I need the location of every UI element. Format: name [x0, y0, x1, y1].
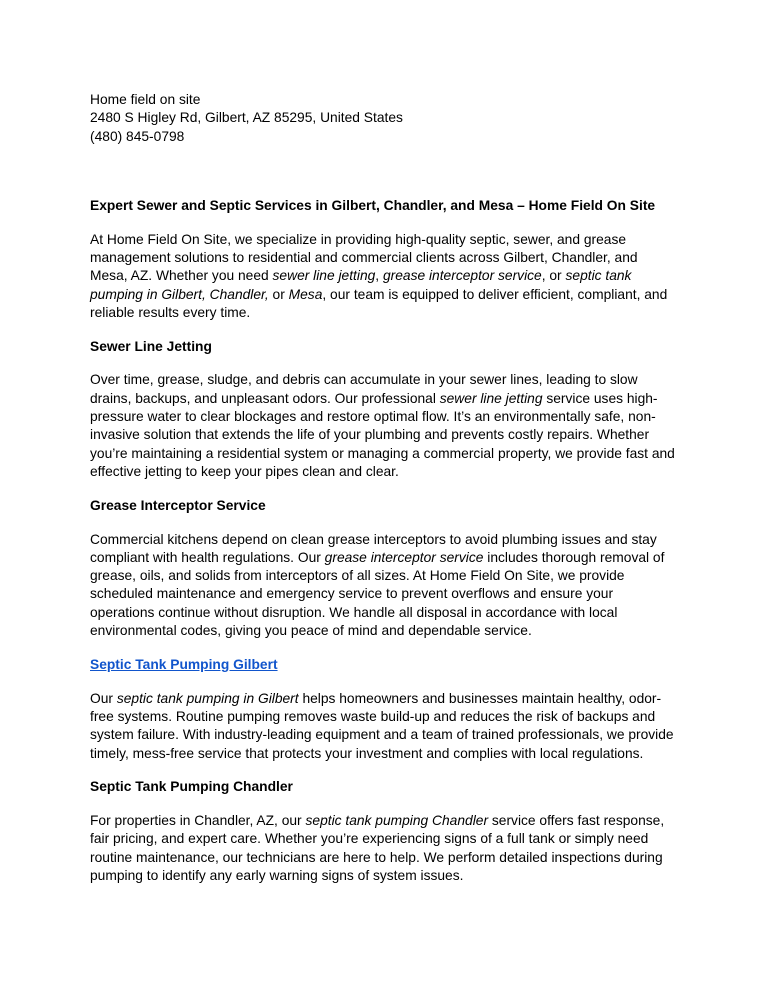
- text-run: , our team is equipped to deliver efficient, compliant, and reliable results every time.: [90, 286, 668, 320]
- section-heading-grease-interceptor-service: Grease Interceptor Service: [90, 497, 266, 513]
- text-run: includes thorough removal of grease, oils, and solids from interceptors of all sizes. At Home Field On Site, we provide scheduled maintenance and emergency service to prevent overflows and ensure your operations continue without disruption. We handle all disposal in accordance with local environmental codes, giving you peace of mind and dependable service.: [90, 549, 665, 639]
- italic-text-run: Mesa: [288, 286, 323, 302]
- business-name: Home field on site: [90, 92, 201, 107]
- italic-text-run: grease interceptor service: [324, 549, 484, 565]
- text-run: service uses high-pressure water to clear blockages and restore optimal flow. It’s an environmentally safe, non-invasive solution that extends the life of your plumbing and prevents costly repairs. Whether you’re maintaining a residential system or managing a commercial property, we provide fast and effective jetting to keep your pipes clean and clear.: [90, 390, 675, 479]
- section-heading-septic-tank-pumping-chandler: Septic Tank Pumping Chandler: [90, 779, 293, 795]
- contact-block: [90, 91, 678, 146]
- italic-text-run: septic tank pumping Chandler: [305, 813, 489, 829]
- text-run: , or: [541, 268, 566, 284]
- text-run: helps homeowners and businesses maintain healthy, odor-free systems. Routine pumping removes waste build-up and reduces the risk of backups and system failure. With industry-leading equipment and a team of trained professionals, we provide timely, mess-free service that protects your investment and complies with local regulations.: [90, 690, 674, 761]
- italic-text-run: grease interceptor service: [382, 268, 542, 284]
- intro-paragraph: [90, 231, 678, 322]
- italic-text-run: septic tank pumping in Gilbert, Chandler,: [90, 268, 632, 302]
- document-page: [90, 91, 678, 901]
- septic-tank-pumping-gilbert-link[interactable]: Septic Tank Pumping Gilbert: [90, 656, 278, 672]
- paragraph-sewer-line-jetting: [90, 371, 678, 481]
- italic-text-run: sewer line jetting: [272, 268, 376, 284]
- text-run: or: [268, 286, 289, 302]
- section-heading-septic-tank-pumping-gilbert-row: [90, 656, 678, 674]
- paragraph-grease-interceptor-service: [90, 531, 678, 641]
- italic-text-run: sewer line jetting: [439, 390, 543, 406]
- business-address: 2480 S Higley Rd, Gilbert, AZ 85295, United States: [90, 110, 403, 126]
- text-run: service offers fast response, fair pricing, and expert care. Whether you’re experiencing signs of a full tank or simply need routine maintenance, our technicians are here to help. We perform detailed inspections during pumping to identify any early warning signs of system issues.: [90, 813, 665, 883]
- text-run: Our: [90, 690, 117, 706]
- text-run: For properties in Chandler, AZ, our: [90, 813, 306, 829]
- text-run: Over time, grease, sludge, and debris can accumulate in your sewer lines, leading to slow drains, backups, and unpleasant odors. Our professional: [90, 372, 638, 406]
- document-title: Expert Sewer and Septic Services in Gilbert, Chandler, and Mesa – Home Field On Site: [90, 197, 656, 213]
- paragraph-septic-tank-pumping-chandler: [90, 812, 678, 885]
- text-run: Commercial kitchens depend on clean grease interceptors to avoid plumbing issues and stay compliant with health regulations. Our: [90, 531, 657, 565]
- section-heading-sewer-line-jetting: Sewer Line Jetting: [90, 338, 212, 354]
- text-run: At Home Field On Site, we specialize in providing high-quality septic, sewer, and grease management solutions to residential and commercial clients across Gilbert, Chandler, and Mesa, AZ. Whether you need: [90, 231, 638, 284]
- italic-text-run: septic tank pumping in Gilbert: [116, 690, 299, 706]
- paragraph-septic-tank-pumping-gilbert: [90, 690, 678, 763]
- text-run: ,: [375, 268, 383, 284]
- business-phone: (480) 845-0798: [90, 128, 185, 144]
